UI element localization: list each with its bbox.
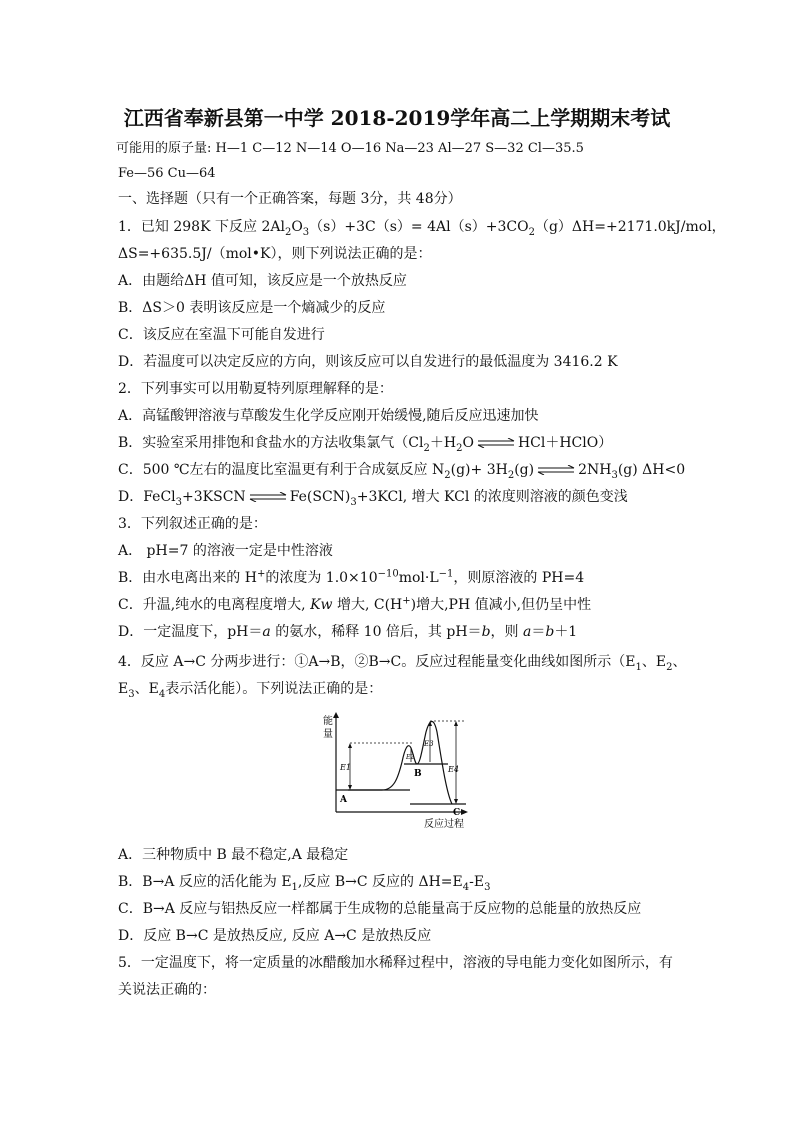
q3-option-d: D．一定温度下，pH＝a 的氨水，稀释 10 倍后，其 pH＝b，则 a＝b＋1 [118,624,578,640]
q2-option-c: C．500 ℃左右的温度比室温更有利于合成氨反应 $N_2(g)+ 3H_2(g)$ $2NH_3(g)$ ΔH<0 [118,462,686,481]
atomic-masses-line1: 可能用的原子量: H—1 C—12 N—14 O—16 Na—23 Al—27 S—32 Cl—35.5 [116,141,584,156]
label-e2: E2 [406,754,415,761]
q3-option-b: B．由水电离出来的 H+的浓度为 $1.0\times 10^{-10}mol\cdot L^{-1}$，则原溶液的 PH=4 [118,568,585,586]
label-a: A [340,795,347,805]
x-axis-arrow-icon [461,809,468,815]
q1-option-b: B．ΔS＞0 表明该反应是一个熵减少的反应 [118,300,386,316]
section-heading: 一、选择题（只有一个正确答案，每题 3分，共 48分） [118,191,462,207]
energy-diagram [320,712,472,832]
label-e1: E1 [340,763,351,772]
q3-stem: 3．下列叙述正确的是： [118,516,267,532]
q1-option-a: A．由题给ΔH 值可知，该反应是一个放热反应 [118,273,407,289]
q1-option-c: C．该反应在室温下可能自发进行 [118,327,325,343]
q2-stem: 2．下列事实可以用勒夏特列原理解释的是： [118,381,393,397]
q5-stem-line2: 关说法正确的： [118,982,216,998]
q3-option-a: A． pH=7 的溶液一定是中性溶液 [118,543,333,559]
q4-option-b: B．B→A 反应的活化能为 $E_1$,反应 B→C 反应的 $\Delta H=E_4-E_3$ [118,874,491,893]
atomic-masses-line2: Fe—56 Cu—64 [118,166,216,181]
y-axis-arrow-icon [333,712,339,718]
q2-option-d: D．FeCl$_3$+3KSCN $Fe(SCN)_3+3KCl$, 增大 KCl 的浓度则溶液的颜色变浅 [118,489,628,508]
y-axis-label-1: 能 [323,716,333,727]
label-b: B [414,769,422,779]
q2-option-b: B．实验室采用排饱和食盐水的方法收集氯气（$Cl_2+H_2O$ HCl＋HClO） [118,435,613,454]
q2-option-a: A．高锰酸钾溶液与草酸发生化学反应刚开始缓慢,随后反应迅速加快 [118,408,539,424]
label-e3: E3 [424,740,434,748]
y-axis-label-2: 量 [323,729,333,740]
q4-stem-line1: 4．反应 A→C 分两步进行：①A→B，②B→C。反应过程能量变化曲线如图所示（$E_1$、$E_2$、 [118,654,687,673]
q4-option-c: C．B→A 反应与铝热反应一样都属于生成物的总能量高于反应物的总能量的放热反应 [118,901,642,917]
energy-curve [348,722,452,805]
q1-stem: 1．已知 298K 下反应 $2Al_2O_3(s)+3C(s)= 4Al(s)+3CO_2(g)\Delta H=+2171.0kJ/mol$， [118,219,726,238]
q1-stem-line2: ΔS=+635.5J/（mol•K），则下列说法正确的是： [118,246,432,262]
label-e4: E4 [448,765,459,774]
label-c: C [453,808,461,818]
x-axis-label: 反应过程 [424,819,464,830]
equilibrium-arrow-icon [537,465,575,475]
equilibrium-arrow-icon [249,492,287,502]
q3-option-c: C．升温,纯水的电离程度增大, Kw 增大, C(H+)增大,PH 值减小,但仍呈中性 [118,595,592,613]
equilibrium-arrow-icon [477,438,515,448]
page-title: 江西省奉新县第一中学 2018-2019学年高二上学期期末考试 [123,106,671,130]
q4-stem-line2: $E_3$、$E_4$表示活化能）。下列说法正确的是： [118,681,383,700]
q1-option-d: D．若温度可以决定反应的方向，则该反应可以自发进行的最低温度为 3416.2 K [118,354,618,370]
q4-option-a: A．三种物质中 B 最不稳定,A 最稳定 [118,847,349,863]
q4-option-d: D．反应 B→C 是放热反应, 反应 A→C 是放热反应 [118,928,432,944]
q5-stem-line1: 5．一定温度下，将一定质量的冰醋酸加水稀释过程中，溶液的导电能力变化如图所示，有 [118,955,673,971]
